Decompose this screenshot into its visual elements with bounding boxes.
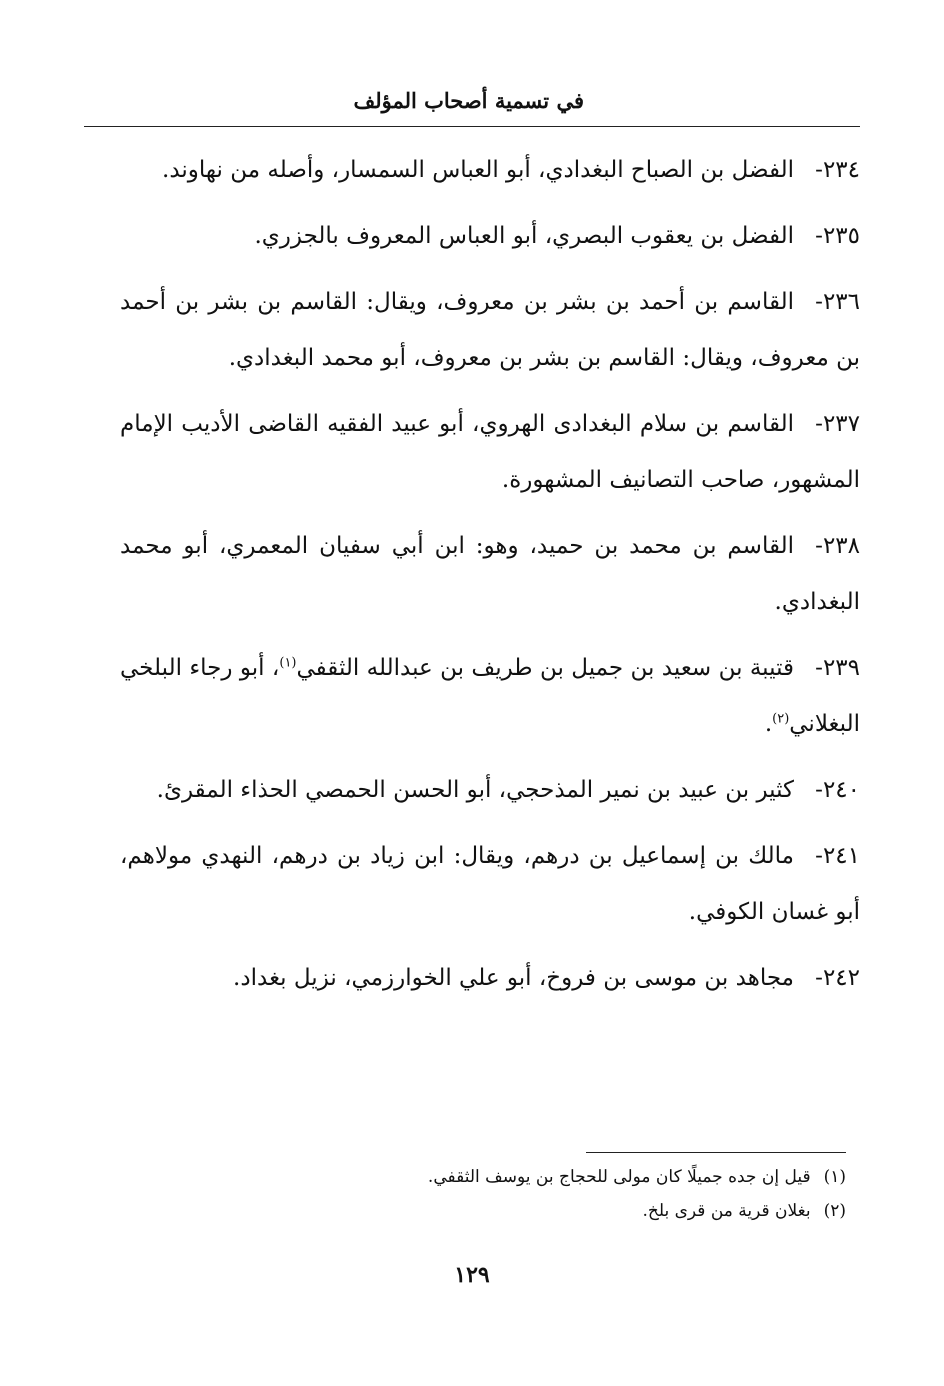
entry-text-part: ، أبو رجاء البلخي البغلاني — [120, 655, 860, 737]
footnote-mark: (٢) — [823, 1201, 846, 1221]
entry-number: ٢٣٦- — [815, 289, 860, 315]
entry-240 — [120, 762, 860, 818]
entry-number: ٢٤٢- — [815, 965, 860, 991]
entry-text-part: قتيبة بن سعيد بن جميل بن طريف بن عبدالله الثقفي — [296, 655, 795, 681]
footnote-text: بغلان قرية من قرى بلخ. — [642, 1201, 811, 1221]
entry-number: ٢٤١- — [815, 843, 860, 869]
footnote-rule — [586, 1152, 846, 1153]
entry-number: ٢٣٩- — [815, 655, 860, 681]
entry-number: ٢٣٤- — [815, 157, 860, 183]
entry-text: الفضل بن يعقوب البصري، أبو العباس المعروف بالجزري. — [254, 223, 794, 249]
entry-text — [120, 640, 860, 752]
footnotes — [146, 1160, 846, 1228]
footnote-ref-2[interactable]: (٢) — [772, 711, 790, 727]
footnote-1 — [146, 1160, 846, 1194]
entry-text: مالك بن إسماعيل بن درهم، ويقال: ابن زياد بن درهم، النهدي مولاهم، أبو غسان الكوفي. — [120, 843, 860, 925]
page-number: ١٢٩ — [454, 1262, 490, 1288]
entry-text: القاسم بن محمد بن حميد، وهو: ابن أبي سفيان المعمري، أبو محمد البغدادي. — [120, 533, 860, 615]
entry-236 — [120, 274, 860, 386]
entries-list — [120, 142, 860, 1016]
entry-234 — [120, 142, 860, 198]
footnote-2 — [146, 1194, 846, 1228]
footnote-text: قيل إن جده جميلًا كان مولى للحجاج بن يوسف الثقفي. — [427, 1167, 811, 1187]
entry-number: ٢٣٥- — [815, 223, 860, 249]
entry-text: كثير بن عبيد بن نمير المذحجي، أبو الحسن الحمصي الحذاء المقرئ. — [156, 777, 794, 803]
entry-number: ٢٤٠- — [815, 777, 860, 803]
footnote-ref-1[interactable]: (١) — [279, 655, 297, 671]
entry-235 — [120, 208, 860, 264]
entry-238 — [120, 518, 860, 630]
entry-number: ٢٣٧- — [815, 411, 860, 437]
entry-number: ٢٣٨- — [815, 533, 860, 559]
entry-242 — [120, 950, 860, 1006]
entry-text: القاسم بن أحمد بن بشر بن معروف، ويقال: القاسم بن بشر بن أحمد بن معروف، ويقال: القاسم بن بشر بن معروف، أبو محمد البغدادي. — [120, 289, 860, 371]
entry-241 — [120, 828, 860, 940]
entry-239 — [120, 640, 860, 752]
running-title: في تسمية أصحاب المؤلف — [353, 88, 584, 113]
entry-text: الفضل بن الصباح البغدادي، أبو العباس السمسار، وأصله من نهاوند. — [162, 157, 794, 183]
header-rule — [84, 126, 860, 127]
entry-text: القاسم بن سلام البغدادى الهروي، أبو عبيد الفقيه القاضى الأديب الإمام المشهور، صاحب التصانيف المشهورة. — [120, 411, 860, 493]
entry-text: مجاهد بن موسى بن فروخ، أبو علي الخوارزمي، نزيل بغداد. — [233, 965, 794, 991]
entry-text-part: . — [764, 711, 773, 737]
footnote-mark: (١) — [823, 1167, 846, 1187]
entry-237 — [120, 396, 860, 508]
